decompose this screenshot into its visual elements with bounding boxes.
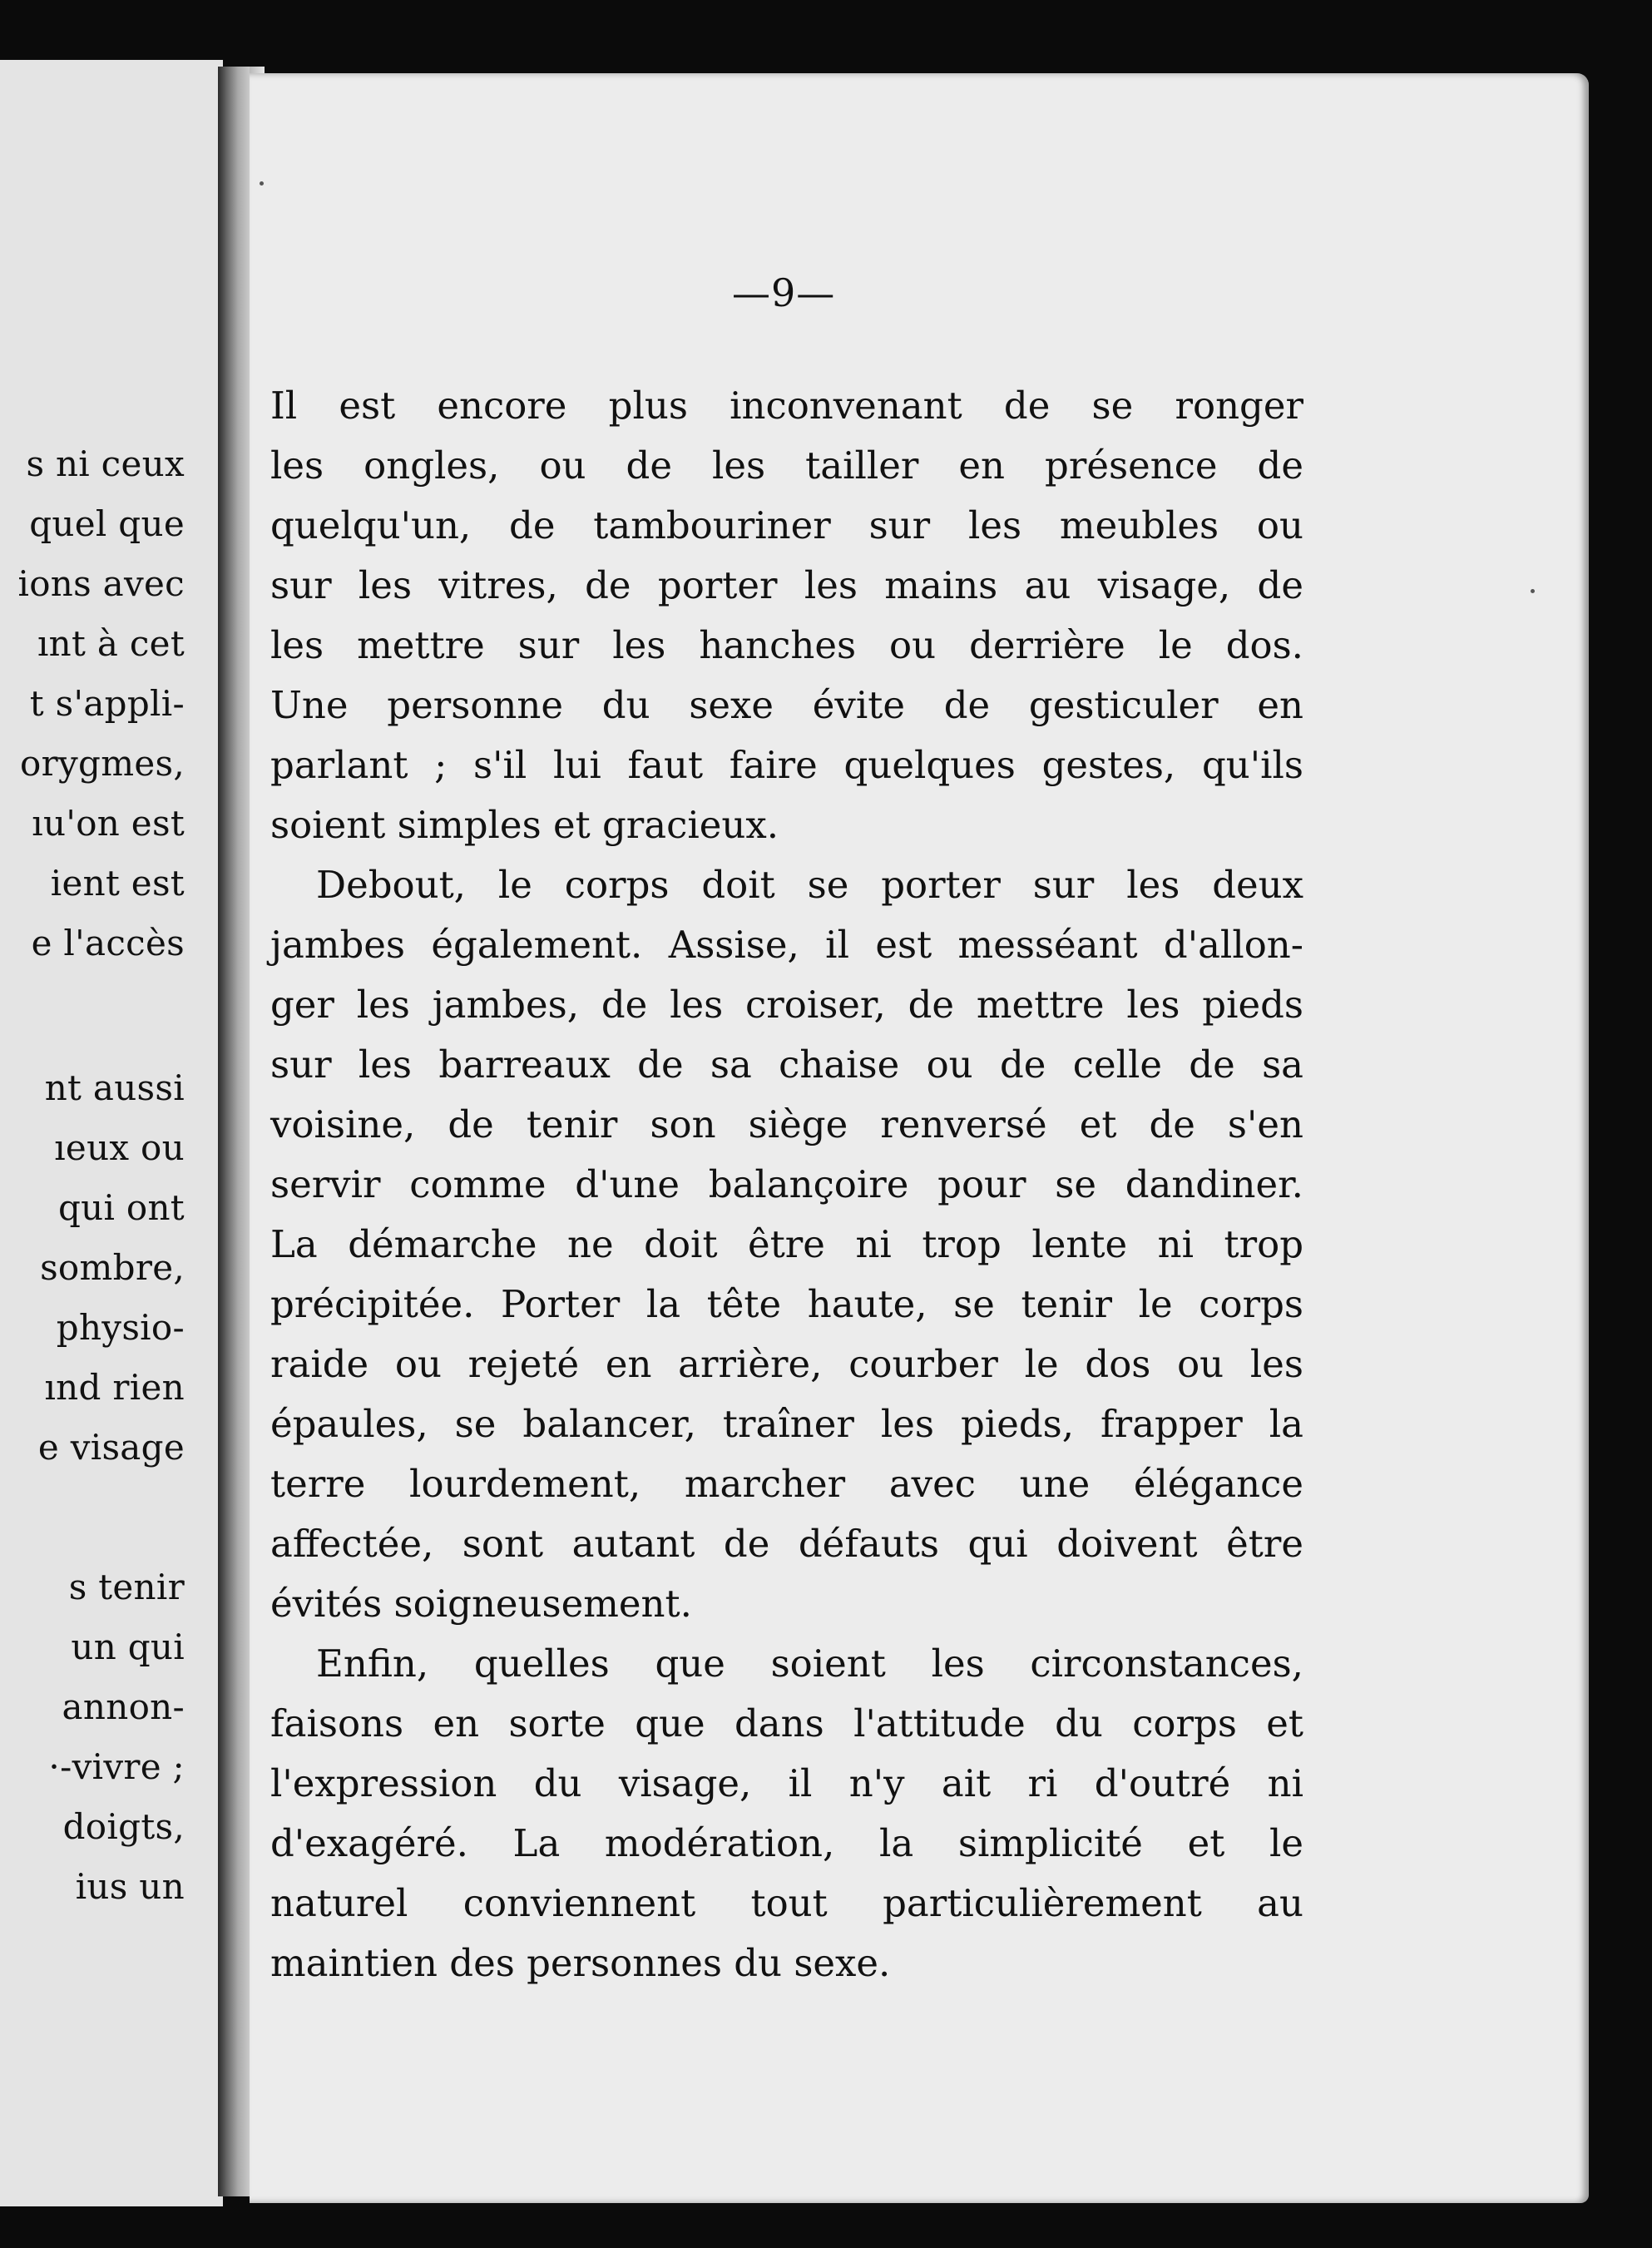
text-line: sur les barreaux de sa chaise ou de celle de sa: [270, 1042, 1303, 1087]
text-line: maintien des personnes du sexe.: [270, 1941, 891, 1985]
left-page-line: sombre,: [40, 1247, 185, 1288]
left-page-line: annon-: [62, 1686, 185, 1727]
book-binding: [218, 67, 251, 2196]
text-line: Debout, le corps doit se porter sur les deux: [316, 863, 1303, 907]
left-page-line: t s'appli-: [29, 683, 185, 724]
page-number: —9—: [732, 270, 836, 315]
text-line: naturel conviennent tout particulièrement au: [270, 1881, 1303, 1925]
left-page-line: e visage: [37, 1427, 185, 1468]
left-page-line: nt aussi: [44, 1067, 185, 1108]
text-line: affectée, sont autant de défauts qui doivent être: [270, 1522, 1303, 1566]
text-line: jambes également. Assise, il est messéant d'allon-: [270, 923, 1303, 967]
speck: [260, 181, 264, 186]
left-page-line: qui ont: [57, 1187, 185, 1228]
left-page-line: e l'accès: [31, 923, 185, 963]
text-line: terre lourdement, marcher avec une élégance: [270, 1462, 1303, 1506]
text-line: épaules, se balancer, traîner les pieds, frapper la: [270, 1402, 1303, 1446]
text-line: l'expression du visage, il n'y ait ri d'outré ni: [270, 1761, 1303, 1805]
text-line: les mettre sur les hanches ou derrière le dos.: [270, 623, 1303, 667]
text-line: faisons en sorte que dans l'attitude du corps et: [270, 1701, 1303, 1745]
left-page-line: s tenir: [68, 1567, 185, 1607]
text-line: Il est encore plus inconvenant de se ronger: [270, 384, 1303, 428]
left-page-line: ions avec: [17, 563, 185, 604]
text-line: d'exagéré. La modération, la simplicité et le: [270, 1821, 1303, 1865]
text-line: raide ou rejeté en arrière, courber le dos ou les: [270, 1342, 1303, 1386]
left-page-line: ient est: [50, 863, 185, 904]
left-page-line: ·-vivre ;: [48, 1746, 185, 1787]
text-line: servir comme d'une balançoire pour se dandiner.: [270, 1162, 1303, 1206]
left-page-line: s ni ceux: [26, 443, 185, 484]
text-line: La démarche ne doit être ni trop lente ni trop: [270, 1222, 1303, 1266]
text-line: parlant ; s'il lui faut faire quelques gestes, qu'ils: [270, 743, 1303, 787]
left-page-line: doigts,: [62, 1806, 185, 1847]
left-page-line: ıu'on est: [32, 803, 185, 844]
text-line: ger les jambes, de les croiser, de mettre les pieds: [270, 983, 1303, 1027]
left-page-line: quel que: [29, 503, 185, 544]
text-line: les ongles, ou de les tailler en présence de: [270, 443, 1303, 488]
text-line: sur les vitres, de porter les mains au visage, de: [270, 563, 1303, 607]
text-line: Enfin, quelles que soient les circonstances,: [316, 1641, 1303, 1686]
left-page-line: physio-: [56, 1307, 185, 1348]
left-page-line: ınt à cet: [37, 623, 185, 664]
text-line: quelqu'un, de tambouriner sur les meubles ou: [270, 503, 1303, 547]
text-line: précipitée. Porter la tête haute, se tenir le corps: [270, 1282, 1303, 1326]
text-line: soient simples et gracieux.: [270, 803, 779, 847]
left-page-line: orygmes,: [20, 743, 185, 784]
previous-page-fragment: [0, 60, 223, 2206]
left-page-line: ınd rien: [44, 1367, 185, 1408]
left-page-line: un qui: [71, 1627, 185, 1667]
text-line: évités soigneusement.: [270, 1582, 692, 1626]
left-page-line: ius un: [75, 1866, 185, 1907]
text-line: voisine, de tenir son siège renversé et de s'en: [270, 1102, 1303, 1146]
text-line: Une personne du sexe évite de gesticuler en: [270, 683, 1303, 727]
speck: [1531, 589, 1535, 593]
left-page-line: ıeux ou: [54, 1127, 185, 1168]
